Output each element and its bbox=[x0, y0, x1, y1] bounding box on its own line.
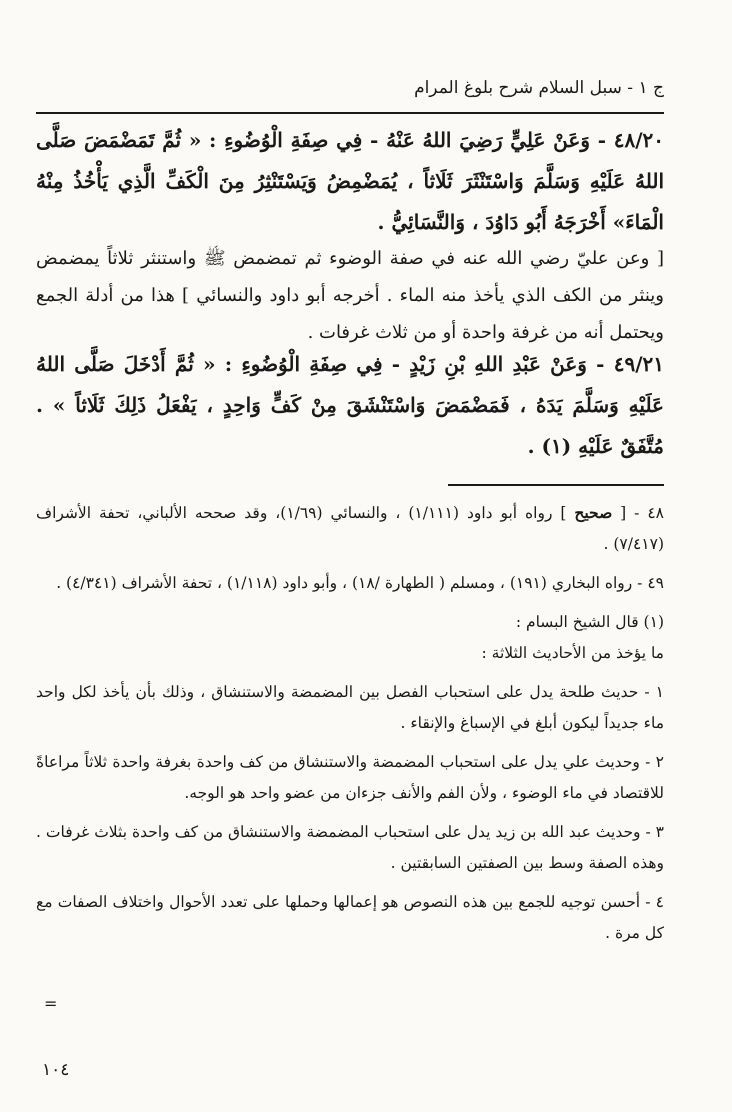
continuation-mark: = bbox=[44, 994, 58, 1013]
footnote-48-prefix: ٤٨ - [ bbox=[612, 504, 664, 522]
footnote-point-1: ١ - حديث طلحة يدل على استحباب الفصل بين المضمضة والاستنشاق ، وذلك بأن يأخذ لكل واحد ماء جديداً ليكون أبلغ في الإسباغ والإنقاء . bbox=[36, 683, 664, 732]
hadith-49-text: - وَعَنْ عَبْدِ اللهِ بْنِ زَيْدٍ - فِي صِفَةِ الْوُضُوءِ : « ثُمَّ أَدْخَلَ صَلَّى اللهُ عَلَيْهِ وَسَلَّمَ يَدَهُ ، فَمَضْمَضَ وَاسْتَنْشَقَ مِنْ كَفٍّ وَاحِدٍ ، يَفْعَلُ ذَلِكَ ثَلَاثاً » . مُتَّفَقٌ عَلَيْهِ (١) . bbox=[36, 352, 664, 458]
footnote-49: ٤٩ - رواه البخاري (١٩١) ، ومسلم ( الطهارة /١٨) ، وأبو داود (١/١١٨) ، تحفة الأشراف (٤/٣٤١) . bbox=[56, 574, 664, 592]
footnote-intro: ما يؤخذ من الأحاديث الثلاثة : bbox=[481, 644, 664, 662]
footnote-48 bbox=[36, 497, 664, 560]
hadith-49 bbox=[36, 344, 664, 467]
header-rule bbox=[36, 112, 664, 114]
hadith-48 bbox=[36, 120, 664, 243]
hadith-48-text: - وَعَنْ عَلِيٍّ رَضِيَ اللهُ عَنْهُ - فِي صِفَةِ الْوُضُوءِ : « ثُمَّ تَمَضْمَضَ صَلَّى اللهُ عَلَيْهِ وَسَلَّمَ وَاسْتَنْثَرَ ثَلَاثاً ، يُمَضْمِضُ وَيَسْتَنْثِرُ مِنَ الْكَفِّ الَّذِي يَأْخُذُ مِنْهُ الْمَاءَ» أَخْرَجَهُ أَبُو دَاوُدَ ، وَالنَّسَائِيُّ . bbox=[36, 128, 664, 234]
footnote-point-3: ٣ - وحديث عبد الله بن زيد يدل على استحباب المضمضة والاستنشاق من كف واحدة بثلاث غرفات . وهذه الصفة وسط بين الصفتين السابقتين . bbox=[36, 823, 664, 872]
footnote-48-text: ] رواه أبو داود (١/١١١) ، والنسائي (١/٦٩)، وقد صححه الألباني، تحفة الأشراف (٧/٤١٧) . bbox=[36, 504, 664, 553]
hadith-48-number: ٤٨/٢٠ bbox=[613, 128, 664, 152]
footnote-rule bbox=[448, 484, 664, 486]
hadith-49-number: ٤٩/٢١ bbox=[613, 352, 664, 376]
page-number: ١٠٤ bbox=[42, 1060, 70, 1080]
commentary-48: [ وعن عليّ رضي الله عنه في صفة الوضوء ثم تمضمض ﷺ واستنثر ثلاثاً يمضمض وينثر من الكف الذي يأخذ منه الماء . أخرجه أبو داود والنسائي ] هذا من أدلة الجمع ويحتمل أنه من غرفة واحدة أو من ثلاث غرفات . bbox=[36, 248, 664, 343]
footnote-48-grade: صحيح bbox=[574, 503, 613, 522]
footnotes bbox=[36, 497, 664, 957]
footnote-point-2: ٢ - وحديث علي يدل على استحباب المضمضة والاستنشاق من كف واحدة بغرفة واحدة ثلاثاً مراعاةً للاقتصاد في ماء الوضوء ، ولأن الفم والأنف جزءان من عضو واحد هو الوجه. bbox=[36, 753, 664, 802]
page bbox=[36, 0, 664, 1112]
footnote-sheikh: (١) قال الشيخ البسام : bbox=[515, 613, 664, 631]
footnote-point-4: ٤ - أحسن توجيه للجمع بين هذه النصوص هو إعمالها وحملها على تعدد الأحوال واختلاف الصفات مع كل مرة . bbox=[36, 893, 664, 942]
running-header: ج ١ - سبل السلام شرح بلوغ المرام bbox=[414, 78, 664, 98]
